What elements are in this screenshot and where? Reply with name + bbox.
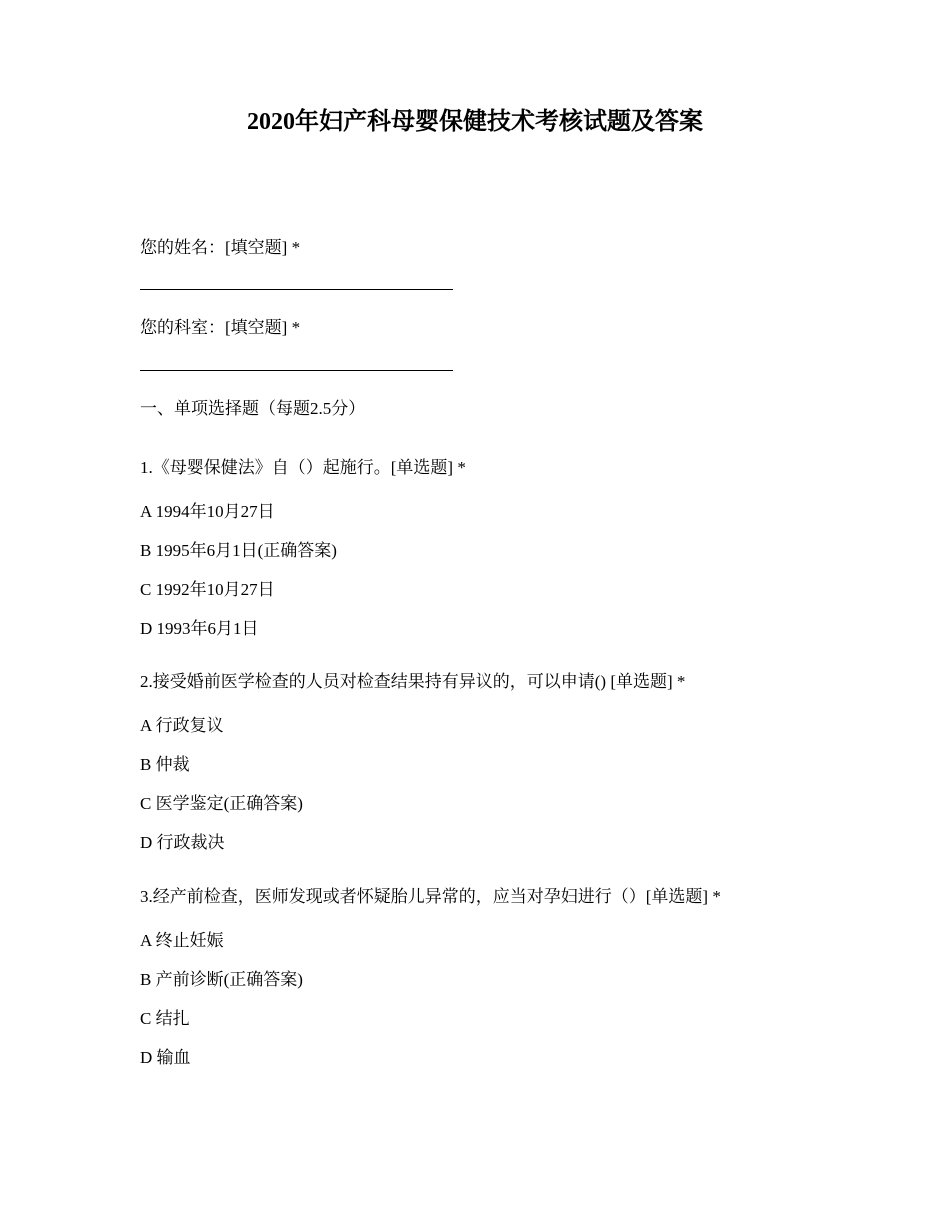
- department-field-label: 您的科室：[填空题] *: [140, 318, 301, 337]
- question-1-option-d[interactable]: D 1993年6月1日: [140, 619, 259, 638]
- question-3-stem: 3.经产前检查，医师发现或者怀疑胎儿异常的，应当对孕妇进行（）[单选题] *: [140, 887, 721, 906]
- question-1-option-a[interactable]: A 1994年10月27日: [140, 502, 275, 521]
- question-3-option-a[interactable]: A 终止妊娠: [140, 931, 224, 950]
- department-answer-line[interactable]: [140, 370, 453, 371]
- question-3-option-c[interactable]: C 结扎: [140, 1009, 190, 1028]
- question-3-option-b[interactable]: B 产前诊断(正确答案): [140, 970, 303, 989]
- question-2-option-b[interactable]: B 仲裁: [140, 755, 190, 774]
- question-1-option-b[interactable]: B 1995年6月1日(正确答案): [140, 541, 337, 560]
- question-3-option-d[interactable]: D 输血: [140, 1048, 191, 1067]
- question-1-stem: 1.《母婴保健法》自（）起施行。[单选题] *: [140, 458, 466, 477]
- question-2-option-d[interactable]: D 行政裁决: [140, 833, 225, 852]
- name-answer-line[interactable]: [140, 289, 453, 290]
- document-title: 2020年妇产科母婴保健技术考核试题及答案: [247, 109, 703, 135]
- question-2-option-c[interactable]: C 医学鉴定(正确答案): [140, 794, 303, 813]
- question-2-stem: 2.接受婚前医学检查的人员对检查结果持有异议的，可以申请() [单选题] *: [140, 672, 686, 691]
- question-1-option-c[interactable]: C 1992年10月27日: [140, 580, 275, 599]
- section-heading: 一、单项选择题（每题2.5分）: [140, 399, 366, 418]
- question-2-option-a[interactable]: A 行政复议: [140, 716, 224, 735]
- name-field-label: 您的姓名：[填空题] *: [140, 238, 301, 257]
